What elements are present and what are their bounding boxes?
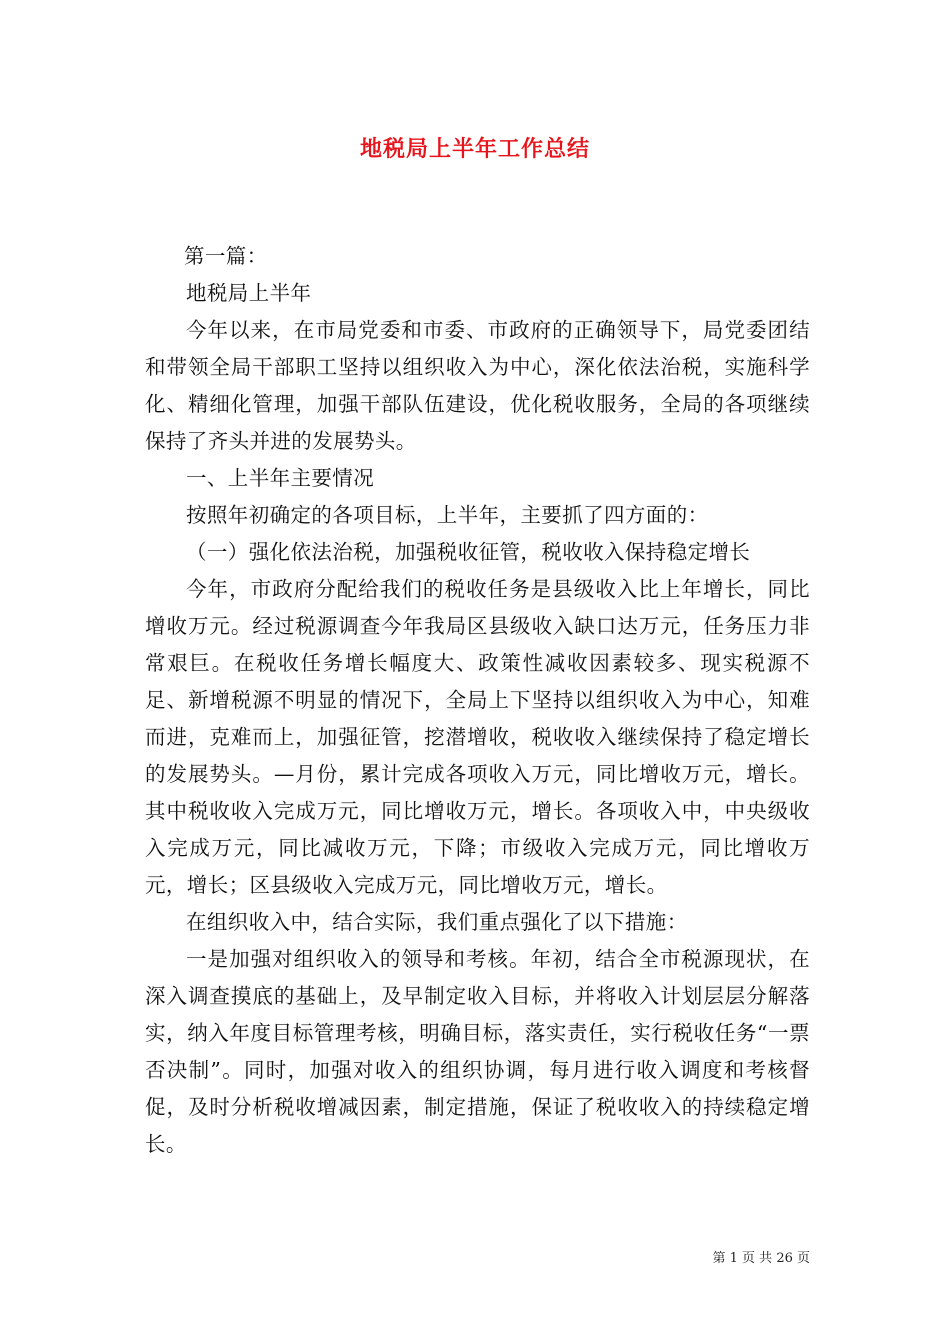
- paragraph-measures-intro: 在组织收入中，结合实际，我们重点强化了以下措施：: [186, 910, 688, 934]
- paragraph-intro: 今年以来，在市局党委和市委、市政府的正确领导下，局党委团结和带领全局干部职工坚持以组织收入为中心，深化依法治税，实施科学化、精细化管理，加强干部队伍建设，优化税收服务，全局的各项继续保持了齐头并进的发展势头。: [145, 318, 810, 453]
- document-body: [145, 238, 810, 1163]
- paragraph-tax-revenue: 今年，市政府分配给我们的税收任务是县级收入比上年增长，同比增收万元。经过税源调查今年我局区县级收入缺口达万元，任务压力非常艰巨。在税收任务增长幅度大、政策性减收因素较多、现实税源不足、新增税源不明显的情况下，全局上下坚持以组织收入为中心，知难而进，克难而上，加强征管，挖潜增收，税收收入继续保持了稳定增长的发展势头。—月份，累计完成各项收入万元，同比增收万元，增长。其中税收收入完成万元，同比增收万元，增长。各项收入中，中央级收入完成万元，同比减收万元，下降；市级收入完成万元，同比增收万元，增长；区县级收入完成万元，同比增收万元，增长。: [145, 577, 810, 897]
- paragraph-heading-main-situation: 一、上半年主要情况: [186, 466, 375, 490]
- paragraph-measure-one: 一是加强对组织收入的领导和考核。年初，结合全市税源现状，在深入调查摸底的基础上，及早制定收入目标，并将收入计划层层分解落实，纳入年度目标管理考核，明确目标，落实责任，实行税收任务“一票否决制”。同时，加强对收入的组织协调，每月进行收入调度和考核督促，及时分析税收增减因素，制定措施，保证了税收收入的持续稳定增长。: [145, 947, 810, 1156]
- page-number: 第 1 页 共 26 页: [712, 1251, 810, 1266]
- document-title: 地税局上半年工作总结: [359, 136, 590, 162]
- paragraph-goals: 按照年初确定的各项目标，上半年，主要抓了四方面的：: [186, 503, 709, 527]
- paragraph-subtitle: 地税局上半年: [186, 281, 312, 305]
- paragraph-section-heading: 第一篇：: [183, 244, 268, 268]
- paragraph-heading-tax-governance: （一）强化依法治税，加强税收征管，税收收入保持稳定增长: [186, 540, 751, 564]
